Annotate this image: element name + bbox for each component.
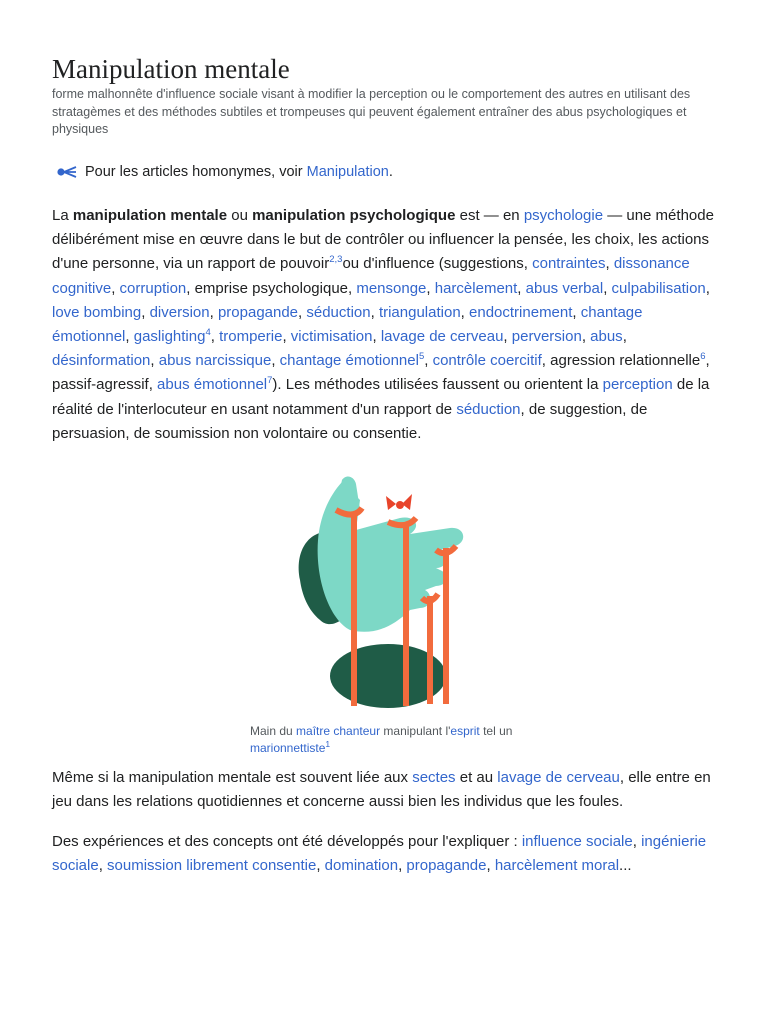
separator: , [111, 279, 120, 297]
link-desinformation[interactable]: désinformation [52, 352, 151, 370]
separator: , [486, 857, 495, 875]
paragraph-concepts [52, 830, 716, 878]
text: ou d'influence (suggestions, [342, 255, 533, 273]
link-perception[interactable]: perception [602, 376, 673, 394]
link-seduction[interactable]: séduction [306, 303, 371, 321]
reference[interactable]: 4 [205, 327, 211, 339]
link-contraintes[interactable]: contraintes [532, 255, 606, 273]
reference[interactable]: 1 [325, 739, 331, 749]
link-propagande-2[interactable]: propagande [406, 857, 487, 875]
separator: , [632, 833, 642, 850]
separator: , [271, 352, 280, 370]
link-marionnettiste[interactable]: marionnettiste [250, 741, 326, 755]
figure-caption [250, 723, 540, 757]
text: Des expériences et des concepts ont été développés pour l'expliquer : [52, 833, 522, 850]
link-maitre-chanteur[interactable]: maître chanteur [296, 724, 381, 738]
bold-term: manipulation mentale [72, 207, 228, 224]
link-lavage-de-cerveau-2[interactable]: lavage de cerveau [497, 769, 620, 786]
link-harcelement[interactable]: harcèlement [434, 279, 518, 297]
separator: , [605, 255, 614, 273]
separator: , [98, 857, 108, 875]
text: ). Les méthodes utilisées faussent ou orientent la [272, 376, 603, 394]
separator: , [210, 328, 220, 346]
text: manipulant l' [380, 724, 451, 738]
separator: , [517, 279, 526, 297]
separator: , [298, 303, 307, 321]
separator: , [125, 328, 134, 346]
paragraph-intro [52, 204, 716, 446]
link-perversion[interactable]: perversion [511, 328, 582, 346]
text: La [52, 207, 73, 224]
figure-puppet-hand [250, 470, 530, 710]
link-culpabilisation[interactable]: culpabilisation [611, 279, 706, 297]
hatnote [56, 162, 393, 182]
link-lavage-de-cerveau[interactable]: lavage de cerveau [380, 328, 504, 346]
reference[interactable]: 2,3 [329, 254, 343, 266]
separator: , [460, 303, 470, 321]
separator: , [372, 328, 381, 346]
link-mensonge[interactable]: mensonge [356, 279, 427, 297]
separator: , [581, 328, 591, 346]
link-endoctrinement[interactable]: endoctrinement [469, 303, 573, 321]
link-chantage-emotionnel-2[interactable]: chantage émotionnel [279, 352, 419, 370]
reference[interactable]: 5 [418, 351, 425, 363]
separator: , [141, 303, 150, 321]
ellipsis: ... [619, 857, 632, 875]
paragraph-sectes [52, 766, 716, 814]
text: et au [455, 769, 498, 786]
link-psychologie[interactable]: psychologie [523, 207, 604, 224]
reference[interactable]: 6 [700, 351, 706, 363]
link-controle-coercitif[interactable]: contrôle coercitif [432, 352, 542, 370]
text: , agression relationnelle [541, 352, 701, 370]
separator: , [282, 328, 291, 346]
link-tromperie[interactable]: tromperie [219, 328, 283, 346]
separator: , [398, 857, 407, 875]
link-chantage-emotionnel[interactable]: chantage émotionnel [52, 303, 643, 346]
link-corruption[interactable]: corruption [119, 279, 187, 297]
text: Même si la manipulation mentale est souvent liée aux [52, 769, 413, 786]
separator: , [150, 352, 159, 370]
separator: , [705, 279, 710, 297]
link-sectes[interactable]: sectes [412, 769, 456, 786]
link-victimisation[interactable]: victimisation [290, 328, 373, 346]
separator: , [209, 303, 218, 321]
link-love-bombing[interactable]: love bombing [52, 303, 142, 321]
puppet-hand-illustration[interactable] [290, 470, 490, 710]
separator: , [503, 328, 512, 346]
disambiguation-icon [56, 165, 78, 179]
link-seduction-2[interactable]: séduction [456, 400, 521, 418]
separator: , [572, 303, 581, 321]
text: , elle entre en jeu dans les relations quotidiennes et concerne aussi bien les individus que les foules. [52, 769, 711, 811]
link-abus[interactable]: abus [590, 328, 623, 346]
link-ingenierie-sociale[interactable]: ingénierie sociale [52, 833, 707, 875]
text: est — en [455, 207, 524, 224]
separator: , [424, 352, 433, 370]
page-subtitle: forme malhonnête d'influence sociale visant à modifier la perception ou le comportement des autres en utilisant des stratagèmes et des méthodes subtiles et trompeuses qui peuvent également entraîner des abus psychologiques et physiques [52, 87, 691, 136]
text: — une méthode délibérément mise en œuvre dans le but de contrôler ou influencer la pensée, les choix, les actions d'une personne, via un rapport de pouvoir [52, 207, 714, 273]
link-abus-verbal[interactable]: abus verbal [525, 279, 604, 297]
separator: , [622, 328, 627, 346]
text: , emprise psychologique, [186, 279, 357, 297]
link-triangulation[interactable]: triangulation [378, 303, 461, 321]
link-influence-sociale[interactable]: influence sociale [521, 833, 633, 850]
link-domination[interactable]: domination [324, 857, 399, 875]
link-soumission-librement-consentie[interactable]: soumission librement consentie [107, 857, 317, 875]
separator: , [426, 279, 435, 297]
text: Main du [250, 724, 297, 738]
hatnote-end: . [388, 164, 393, 180]
link-dissonance-cognitive[interactable]: dissonance cognitive [52, 255, 690, 297]
text: tel un [479, 724, 513, 738]
reference[interactable]: 7 [267, 375, 273, 387]
separator: , [603, 279, 612, 297]
separator: , [370, 303, 379, 321]
link-abus-narcissique[interactable]: abus narcissique [158, 352, 272, 370]
hatnote-text: Pour les articles homonymes, voir [85, 164, 303, 180]
text: ou [227, 207, 253, 224]
link-diversion[interactable]: diversion [149, 303, 210, 321]
text: , passif-agressif, [52, 352, 710, 394]
bold-term: manipulation psychologique [252, 207, 456, 224]
link-harcelement-moral[interactable]: harcèlement moral [494, 857, 620, 875]
link-esprit[interactable]: esprit [450, 724, 480, 738]
link-gaslighting[interactable]: gaslighting [133, 328, 206, 346]
text: , de suggestion, de persuasion, de soumission non volontaire ou consentie. [52, 400, 648, 442]
text: de la réalité de l'interlocuteur en usant notamment d'un rapport de [52, 376, 710, 418]
page-title: Manipulation mentale [52, 54, 290, 84]
link-abus-emotionnel[interactable]: abus émotionnel [157, 376, 268, 394]
link-manipulation[interactable]: Manipulation [306, 164, 389, 180]
link-propagande[interactable]: propagande [217, 303, 299, 321]
separator: , [316, 857, 325, 875]
